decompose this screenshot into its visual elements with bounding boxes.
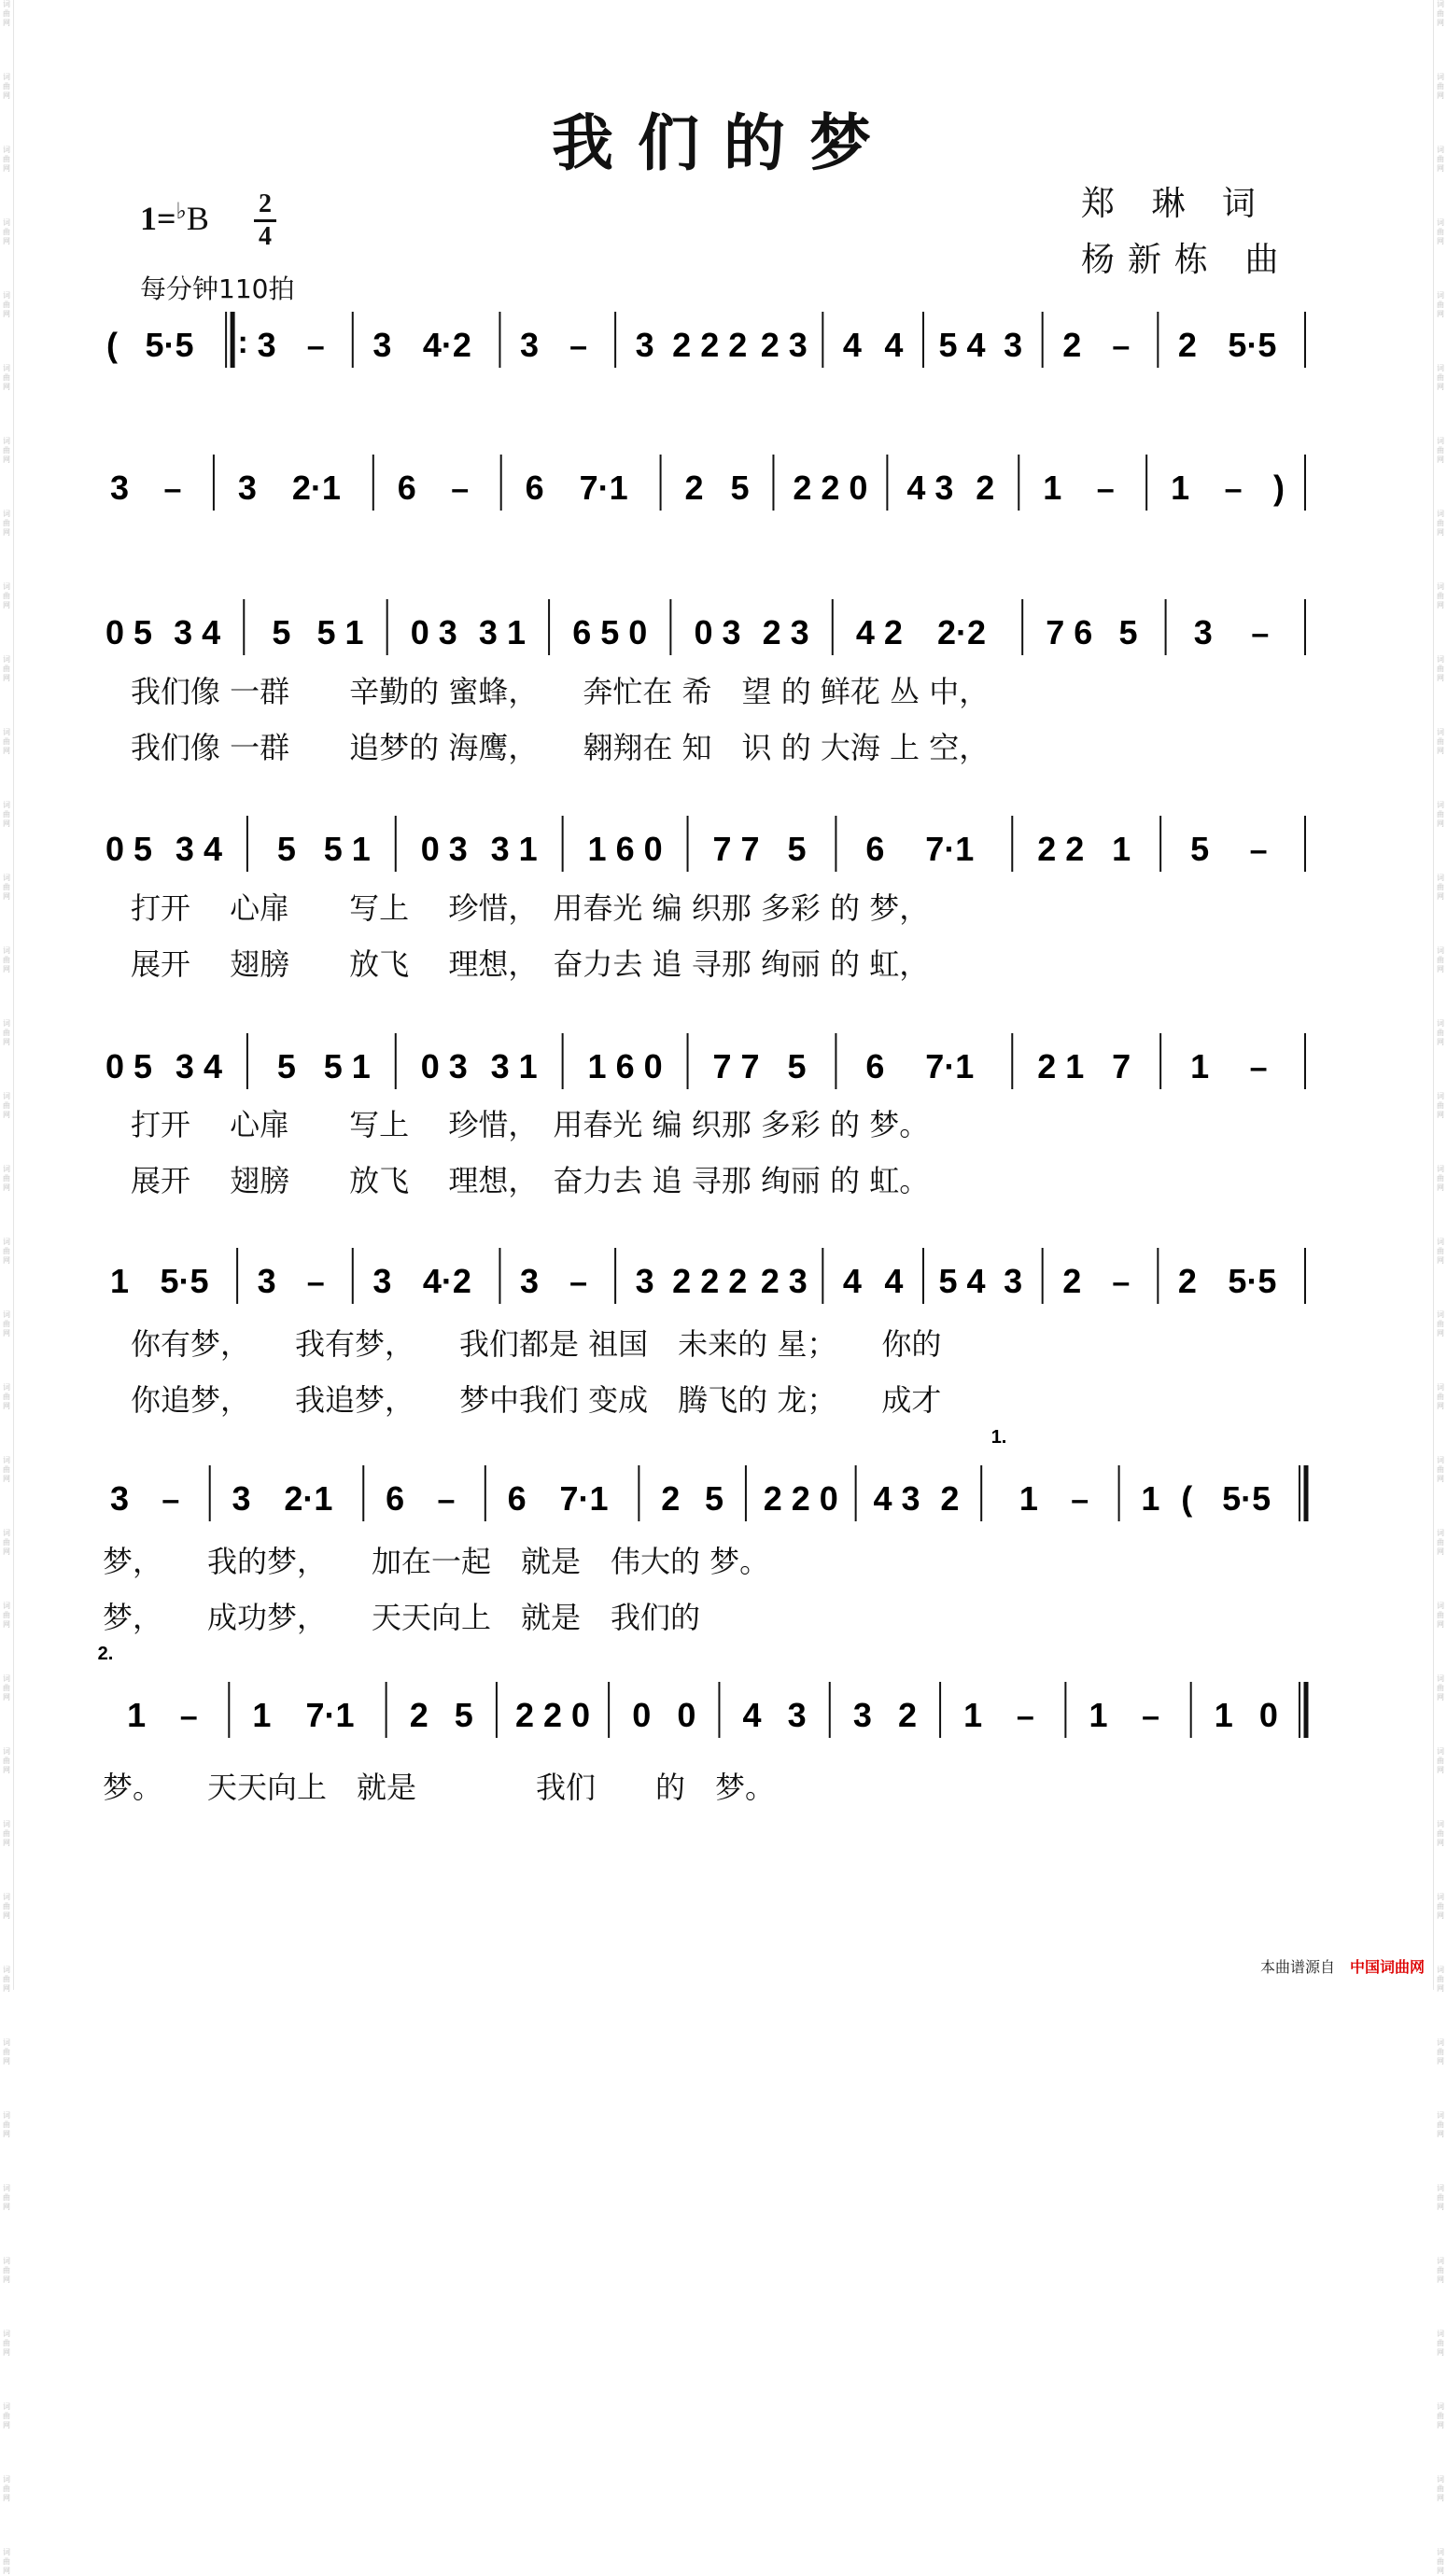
watermark-text: 词曲网	[1437, 1165, 1444, 1192]
note-group: 6	[865, 830, 885, 868]
watermark-text: 词曲网	[1437, 364, 1444, 391]
watermark-text: 词曲网	[1437, 582, 1444, 609]
note-group: 3	[635, 326, 654, 364]
note-group: 4 3	[906, 469, 954, 507]
note-group: 3	[372, 326, 392, 364]
watermark-text: 词曲网	[1437, 73, 1444, 100]
dash: –	[306, 329, 325, 364]
bracket: (	[106, 326, 118, 364]
note-group: 3	[109, 469, 130, 507]
note-group: 7·1	[579, 469, 628, 507]
note-group: 1 6 0	[587, 1047, 663, 1085]
watermark-text: 词曲网	[1437, 801, 1444, 828]
watermark-text: 词曲网	[3, 2257, 10, 2284]
volta-number: 2.	[97, 1644, 114, 1664]
note-group: 2	[1062, 1262, 1082, 1300]
volta-number: 1.	[990, 1427, 1007, 1448]
note-group: 2·1	[291, 469, 341, 507]
note-group: 4	[842, 1262, 862, 1300]
note-group: 7 7	[712, 1047, 760, 1085]
watermark-text: 词曲网	[1437, 2257, 1444, 2284]
watermark-text: 词曲网	[1437, 146, 1444, 173]
watermark-text: 词曲网	[1437, 510, 1444, 537]
watermark-text: 词曲网	[3, 146, 10, 173]
note-group: 7 7	[712, 830, 760, 868]
dash: –	[1112, 1265, 1131, 1300]
note-group: 5	[705, 1479, 724, 1518]
note-group: 3 1	[490, 830, 538, 868]
note-group: 5 1	[323, 830, 371, 868]
note-group: 5 4	[938, 326, 986, 364]
watermark-text: 词曲网	[3, 2184, 10, 2211]
watermark-text: 词曲网	[3, 2111, 10, 2138]
watermark-text: 词曲网	[3, 73, 10, 100]
watermark-text: 词曲网	[3, 2548, 10, 2575]
watermark-text: 词曲网	[1437, 946, 1444, 973]
watermark-text: 词曲网	[1437, 2330, 1444, 2357]
note-group: 0	[632, 1696, 652, 1734]
dash: –	[437, 1482, 456, 1518]
watermark-text: 词曲网	[3, 582, 10, 609]
watermark-text: 词曲网	[3, 1310, 10, 1337]
note-group: 0 5	[105, 613, 153, 651]
note-group: 4·2	[422, 1262, 471, 1300]
key-equals: =	[157, 200, 176, 237]
footer-site: 中国词曲网	[1349, 1958, 1425, 1976]
dash: –	[162, 1482, 180, 1518]
note-group: 7·1	[559, 1479, 609, 1518]
note-group: 5 4	[938, 1262, 986, 1300]
meter-bottom: 4	[259, 222, 272, 251]
watermark-text: 词曲网	[1437, 1456, 1444, 1483]
dash: –	[569, 1265, 588, 1300]
watermark-text: 词曲网	[1437, 218, 1444, 245]
note-group: 5·5	[1228, 326, 1277, 364]
note-group: 1	[1112, 830, 1131, 868]
watermark-text: 词曲网	[3, 1966, 10, 1993]
dash: –	[1096, 471, 1115, 507]
note-group: 5 1	[316, 613, 364, 651]
watermark-text: 词曲网	[3, 1529, 10, 1556]
note-group: 1	[109, 1262, 130, 1300]
note-group: 2	[1062, 326, 1082, 364]
watermark-text: 词曲网	[3, 728, 10, 755]
note-group: 5	[787, 830, 807, 868]
note-group: 2 2 2	[672, 326, 748, 364]
note-group: 2·1	[284, 1479, 333, 1518]
note-group: 3	[232, 1479, 251, 1518]
note-group: 4 2	[855, 613, 903, 651]
dash: –	[1249, 833, 1268, 868]
watermark-text: 词曲网	[1437, 1747, 1444, 1774]
note-group: 3	[1193, 613, 1213, 651]
note-group: 2 2 0	[763, 1479, 838, 1518]
watermark-text: 词曲网	[1437, 874, 1444, 901]
note-group: 5	[787, 1047, 807, 1085]
dash: –	[1249, 1050, 1268, 1085]
watermark-text: 词曲网	[3, 1238, 10, 1265]
lyric-line: 展开 翅膀 放飞 理想， 奋力去 追 寻那 绚丽 的 虹，	[131, 946, 930, 982]
note-group: 5	[1190, 830, 1210, 868]
note-group: 5	[276, 830, 296, 868]
watermark-text: 词曲网	[3, 2475, 10, 2502]
dash: –	[163, 471, 182, 507]
note-group: 5	[276, 1047, 296, 1085]
note-group: 1	[1019, 1479, 1038, 1518]
lyric-line: 你有梦， 我有梦， 我们都是 祖国 未来的 星； 你的	[131, 1326, 942, 1362]
note-group: 1	[963, 1696, 983, 1734]
note-group: 1 6 0	[587, 830, 663, 868]
watermark-text: 词曲网	[3, 437, 10, 464]
lyricist-credit: 郑 琳 词	[1081, 185, 1269, 223]
watermark-text: 词曲网	[1437, 1966, 1444, 1993]
note-group: 3	[257, 1262, 276, 1300]
watermark-text: 词曲网	[3, 510, 10, 537]
note-group: 4	[842, 326, 862, 364]
note-group: 7·1	[305, 1696, 355, 1734]
note-group: 7·1	[925, 1047, 975, 1085]
dash: –	[1016, 1699, 1034, 1734]
note-group: 2 3	[760, 1262, 808, 1300]
note-group: 4	[742, 1696, 762, 1734]
watermark-text: 词曲网	[1437, 1893, 1444, 1920]
watermark-text: 词曲网	[3, 1602, 10, 1629]
note-group: 5·5	[145, 326, 194, 364]
key-tone: B	[186, 200, 209, 237]
note-group: 3	[1004, 326, 1023, 364]
note-group: 6	[507, 1479, 527, 1518]
note-group: 2 2 0	[514, 1696, 591, 1734]
dash: –	[569, 329, 588, 364]
dash: –	[451, 471, 470, 507]
watermark-text: 词曲网	[1437, 1019, 1444, 1046]
lyric-line: 我们像 一群 追梦的 海鹰， 翱翔在 知 识 的 大海 上 空，	[131, 730, 990, 765]
note-group: 5	[454, 1696, 473, 1734]
watermark-text: 词曲网	[1437, 291, 1444, 318]
note-group: 4·2	[422, 326, 471, 364]
watermark-text: 词曲网	[3, 1820, 10, 1847]
watermark-text: 词曲网	[3, 2330, 10, 2357]
watermark-text: 词曲网	[1437, 1238, 1444, 1265]
note-group: 1	[1214, 1696, 1233, 1734]
note-group: 2	[1177, 1262, 1197, 1300]
note-group: 2·2	[937, 613, 987, 651]
watermark-text: 词曲网	[3, 364, 10, 391]
note-group: 6	[865, 1047, 885, 1085]
watermark-text: 词曲网	[1437, 1674, 1444, 1701]
song-title: 我们的梦	[552, 106, 895, 179]
note-group: 5·5	[160, 1262, 209, 1300]
note-group: 2	[940, 1479, 960, 1518]
note-group: 1	[1190, 1047, 1210, 1085]
note-group: 3	[519, 1262, 540, 1300]
watermark-text: 词曲网	[1437, 1092, 1444, 1119]
note-group: 0 3	[694, 613, 741, 651]
note-group: 2	[684, 469, 704, 507]
note-group: 2 3	[762, 613, 809, 651]
bracket: )	[1273, 469, 1285, 507]
lyric-line: 你追梦， 我追梦， 梦中我们 变成 腾飞的 龙； 成才	[131, 1382, 942, 1418]
note-group: 4	[884, 1262, 904, 1300]
watermark-text: 词曲网	[1437, 655, 1444, 682]
note-group: 3	[372, 1262, 392, 1300]
note-group: 2	[976, 469, 995, 507]
watermark-text: 词曲网	[3, 218, 10, 245]
footer-source: 本曲谱源自	[1259, 1958, 1335, 1976]
lyric-line: 梦， 我的梦， 加在一起 就是 伟大的 梦。	[103, 1544, 770, 1579]
note-group: 1	[1171, 469, 1190, 507]
note-group: 5·5	[1222, 1479, 1271, 1518]
watermark-text: 词曲网	[3, 1674, 10, 1701]
note-group: 2 2	[1037, 830, 1085, 868]
watermark-text: 词曲网	[3, 1165, 10, 1192]
bracket: (	[1181, 1479, 1193, 1518]
note-group: 5 1	[323, 1047, 371, 1085]
note-group: 0 3	[410, 613, 457, 651]
note-group: 3	[237, 469, 257, 507]
note-group: 3 4	[174, 613, 221, 651]
watermark-text: 词曲网	[3, 0, 10, 27]
dash: –	[1112, 329, 1131, 364]
watermark-text: 词曲网	[3, 1019, 10, 1046]
note-group: 5·5	[1228, 1262, 1277, 1300]
note-group: 2	[409, 1696, 428, 1734]
watermark-text: 词曲网	[1437, 1602, 1444, 1629]
note-group: 1	[252, 1696, 272, 1734]
watermark-text: 词曲网	[3, 946, 10, 973]
watermark-text: 词曲网	[1437, 1820, 1444, 1847]
note-group: 5	[272, 613, 291, 651]
note-group: 4 3	[873, 1479, 920, 1518]
watermark-text: 词曲网	[3, 2038, 10, 2065]
note-group: 4	[884, 326, 904, 364]
dash: –	[1224, 471, 1243, 507]
watermark-text: 词曲网	[1437, 2184, 1444, 2211]
note-group: 1	[127, 1696, 147, 1734]
lyric-line: 梦， 成功梦， 天天向上 就是 我们的	[103, 1600, 701, 1635]
dash: –	[1142, 1699, 1160, 1734]
note-group: 3	[109, 1479, 130, 1518]
watermark-text: 词曲网	[1437, 2038, 1444, 2065]
repeat-dots: :	[237, 325, 248, 360]
key-do: 1	[140, 200, 157, 237]
watermark-text: 词曲网	[3, 1893, 10, 1920]
watermark-text: 词曲网	[3, 655, 10, 682]
watermark-text: 词曲网	[1437, 1529, 1444, 1556]
note-group: 3	[1004, 1262, 1023, 1300]
note-group: 3	[635, 1262, 654, 1300]
watermark-text: 词曲网	[3, 2402, 10, 2429]
meter-top: 2	[259, 189, 272, 218]
note-group: 2	[897, 1696, 917, 1734]
note-group: 2 2 0	[793, 469, 868, 507]
note-group: 0 3	[420, 830, 468, 868]
flat-icon: ♭	[176, 200, 187, 224]
lyric-line: 我们像 一群 辛勤的 蜜蜂， 奔忙在 希 望 的 鲜花 丛 中，	[131, 674, 990, 709]
note-group: 1	[1089, 1696, 1108, 1734]
note-group: 3 4	[175, 1047, 222, 1085]
note-group: 7	[1112, 1047, 1131, 1085]
dash: –	[1251, 616, 1270, 651]
note-group: 0 5	[105, 830, 153, 868]
note-group: 5	[1118, 613, 1138, 651]
watermark-text: 词曲网	[3, 1092, 10, 1119]
composer-credit: 杨新栋 曲	[1081, 241, 1292, 279]
note-group: 6 5 0	[572, 613, 648, 651]
watermark-text: 词曲网	[3, 291, 10, 318]
note-group: 6	[397, 469, 416, 507]
note-group: 7·1	[925, 830, 975, 868]
note-group: 2	[661, 1479, 681, 1518]
watermark-text: 词曲网	[1437, 2548, 1444, 2575]
watermark-text: 词曲网	[3, 874, 10, 901]
note-group: 0	[1258, 1696, 1278, 1734]
watermark-text: 词曲网	[1437, 2475, 1444, 2502]
note-group: 7 6	[1046, 613, 1093, 651]
note-group: 3 1	[478, 613, 526, 651]
note-group: 2 2 2	[672, 1262, 748, 1300]
note-group: 2	[1177, 326, 1197, 364]
note-group: 3	[787, 1696, 807, 1734]
note-group: 6	[525, 469, 544, 507]
note-group: 3	[519, 326, 540, 364]
lyric-line: 梦。 天天向上 就是 我们 的 梦。	[103, 1770, 776, 1805]
note-group: 3 1	[490, 1047, 538, 1085]
dash: –	[306, 1265, 325, 1300]
note-group: 0 5	[105, 1047, 153, 1085]
watermark-text: 词曲网	[1437, 2402, 1444, 2429]
watermark-text: 词曲网	[3, 1456, 10, 1483]
footer	[1260, 1955, 1425, 1977]
watermark-text: 词曲网	[3, 801, 10, 828]
watermark-text: 词曲网	[3, 1747, 10, 1774]
note-group: 0 3	[420, 1047, 468, 1085]
watermark-text: 词曲网	[3, 1383, 10, 1410]
watermark-text: 词曲网	[1437, 1310, 1444, 1337]
watermark-text: 词曲网	[1437, 2111, 1444, 2138]
note-group: 2 3	[760, 326, 808, 364]
watermark-text: 词曲网	[1437, 1383, 1444, 1410]
note-group: 2 1	[1037, 1047, 1085, 1085]
note-group: 6	[386, 1479, 405, 1518]
dash: –	[1071, 1482, 1089, 1518]
watermark-text: 词曲网	[1437, 728, 1444, 755]
lyric-line: 打开 心扉 写上 珍惜， 用春光 编 织那 多彩 的 梦。	[131, 1107, 930, 1142]
note-group: 3 4	[175, 830, 222, 868]
note-group: 5	[730, 469, 750, 507]
tempo-marking: 每分钟110拍	[140, 273, 295, 304]
watermark-text: 词曲网	[1437, 0, 1444, 27]
lyric-line: 打开 心扉 写上 珍惜， 用春光 编 织那 多彩 的 梦，	[131, 890, 930, 926]
dash: –	[179, 1699, 198, 1734]
note-group: 1	[1043, 469, 1062, 507]
note-group: 3	[257, 326, 276, 364]
watermark-text: 词曲网	[1437, 437, 1444, 464]
lyric-line: 展开 翅膀 放飞 理想， 奋力去 追 寻那 绚丽 的 虹。	[131, 1163, 930, 1198]
note-group: 3	[852, 1696, 872, 1734]
note-group: 0	[677, 1696, 696, 1734]
note-group: 1	[1141, 1479, 1160, 1518]
